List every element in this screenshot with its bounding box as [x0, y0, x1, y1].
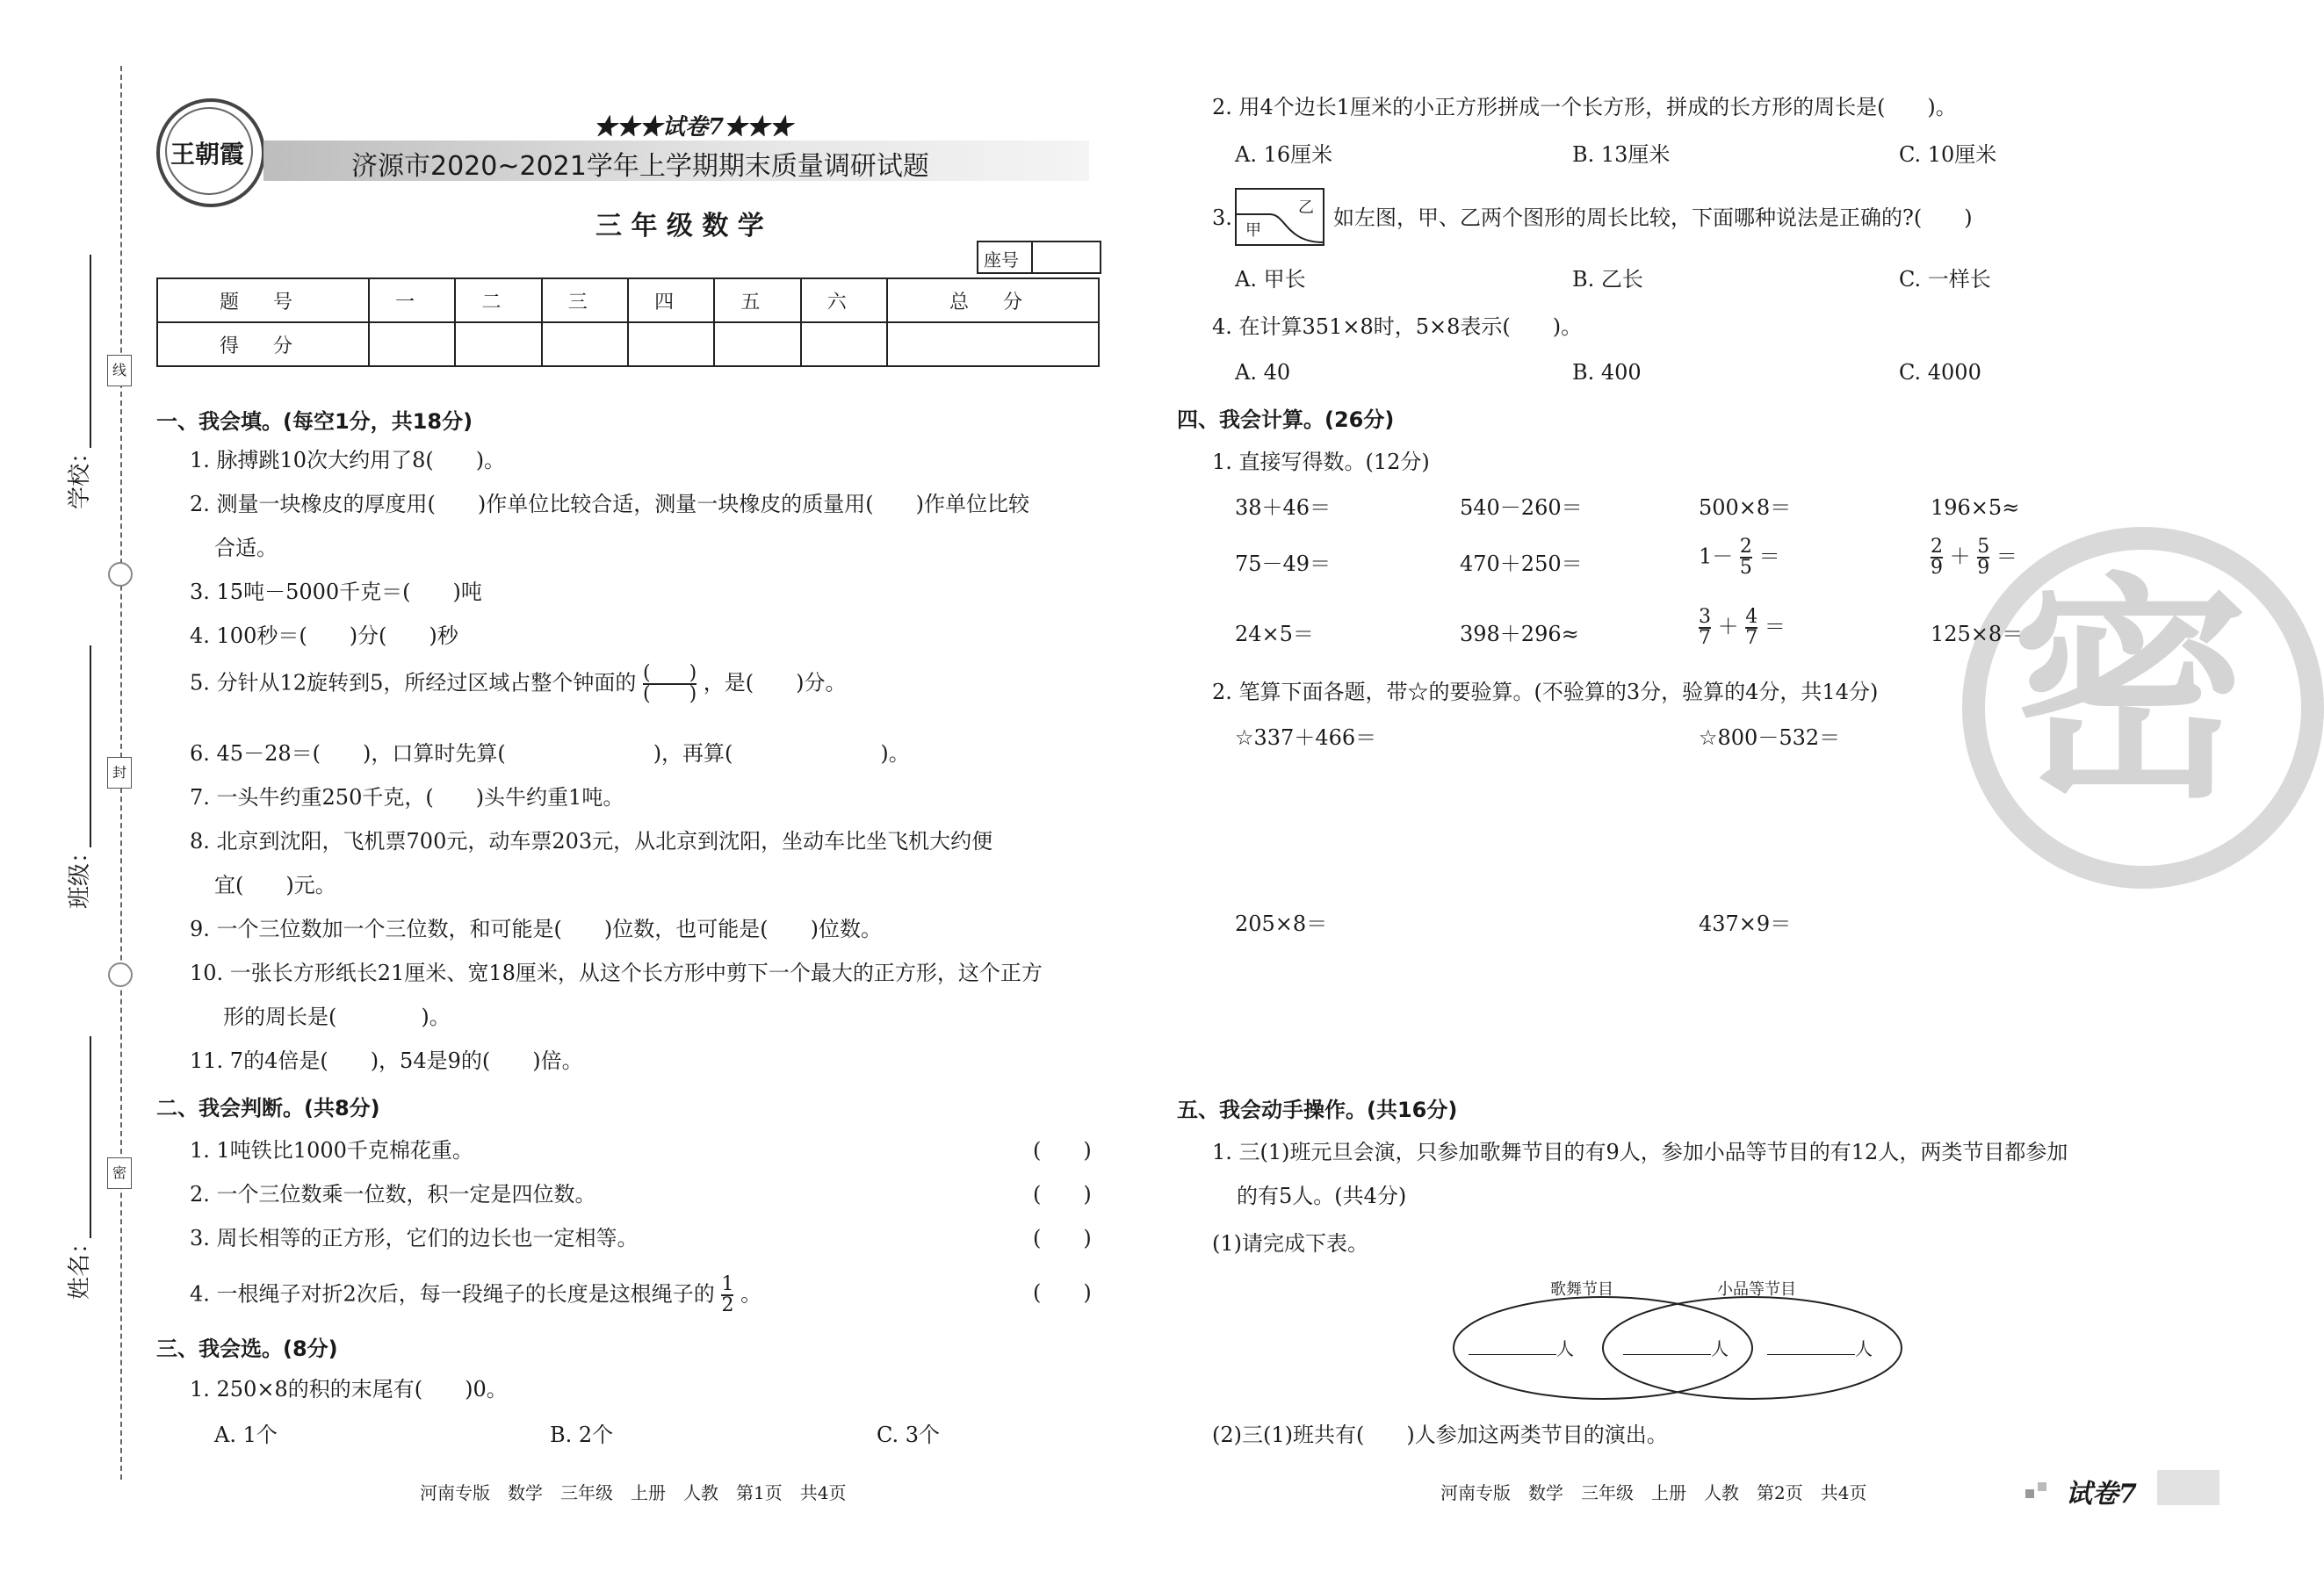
- score-cell[interactable]: [801, 322, 887, 366]
- venn-blank-skit-only[interactable]: 人: [1767, 1335, 1873, 1360]
- oral-calc: 500×8＝: [1699, 495, 1792, 520]
- s1-q1: 1. 脉搏跳10次大约用了8( )。: [190, 448, 506, 472]
- section5-title: 五、我会动手操作。(共16分): [1177, 1098, 1458, 1122]
- score-header: 二: [455, 278, 541, 322]
- s3-q2-option-c[interactable]: C. 10厘米: [1899, 142, 1997, 167]
- s3-q1-option-b[interactable]: B. 2个: [550, 1423, 614, 1447]
- score-header: 六: [801, 278, 887, 322]
- oral-calc: 24×5＝: [1235, 622, 1314, 646]
- s2-q1: 1. 1吨铁比1000千克棉花重。: [190, 1138, 473, 1163]
- s4-sub2: 2. 笔算下面各题，带☆的要验算。(不验算的3分，验算的4分，共14分): [1212, 680, 1879, 704]
- binding-mark-feng: 封: [107, 757, 132, 789]
- s1-q6: 6. 45－28＝( )，口算时先算( )，再算( )。: [190, 741, 910, 766]
- s1-q10: 10. 一张长方形纸长21厘米、宽18厘米，从这个长方形中剪下一个最大的正方形，这个正方: [190, 961, 1043, 985]
- class-field[interactable]: [67, 645, 93, 909]
- s3-q1: 1. 250×8的积的末尾有( )0。: [190, 1377, 508, 1402]
- oral-calc: 38＋46＝: [1235, 495, 1332, 520]
- oral-calc: 398＋296≈: [1460, 622, 1579, 646]
- section4-title: 四、我会计算。(26分): [1177, 407, 1395, 432]
- score-cell[interactable]: [628, 322, 714, 366]
- school-field[interactable]: [67, 255, 93, 509]
- written-calc-4[interactable]: 437×9＝: [1699, 912, 1792, 936]
- seat-number-box[interactable]: [977, 241, 1101, 274]
- s1-q2: 2. 测量一块橡皮的厚度用( )作单位比较合适，测量一块橡皮的质量用( )作单位比较: [190, 492, 1029, 516]
- written-calc-3[interactable]: 205×8＝: [1235, 912, 1328, 936]
- judge-answer-2[interactable]: ( ): [1033, 1182, 1092, 1207]
- s3-q2-option-a[interactable]: A. 16厘米: [1235, 142, 1333, 167]
- judge-answer-3[interactable]: ( ): [1033, 1226, 1092, 1250]
- score-cell[interactable]: [455, 322, 541, 366]
- s1-q8: 8. 北京到沈阳，飞机票700元，动车票203元，从北京到沈阳，坐动车比坐飞机大约便: [190, 829, 993, 854]
- binding-ornament-icon: [108, 962, 133, 987]
- s3-q4-option-c[interactable]: C. 4000: [1899, 360, 1981, 385]
- score-cell[interactable]: [369, 322, 455, 366]
- figure-label-jia: 甲: [1245, 221, 1261, 240]
- s1-q5: 5. 分针从12旋转到5，所经过区域占整个钟面的 $\frac{( )}{( )}$ ，是( )分。: [190, 662, 847, 705]
- s3-q2: 2. 用4个边长1厘米的小正方形拼成一个长方形，拼成的长方形的周长是( )。: [1212, 95, 1957, 119]
- venn-label-skit: 小品等节目: [1717, 1280, 1796, 1299]
- perimeter-figure: [1235, 188, 1324, 246]
- s5-q1: 1. 三(1)班元旦会演，只参加歌舞节目的有9人，参加小品等节目的有12人，两类节目都参加: [1212, 1140, 2068, 1164]
- s4-sub1: 1. 直接写得数。(12分): [1212, 450, 1430, 474]
- oral-calc-fraction: $\frac{2}{9}$ ＋ $\frac{5}{9}$ ＝: [1931, 536, 2017, 579]
- secret-watermark: 密: [1962, 527, 2296, 861]
- s2-q3: 3. 周长相等的正方形，它们的边长也一定相等。: [190, 1226, 639, 1250]
- section1-title: 一、我会填。(每空1分，共18分): [156, 409, 473, 434]
- score-header: 一: [369, 278, 455, 322]
- oral-calc: 470＋250＝: [1460, 551, 1583, 576]
- s1-q7: 7. 一头牛约重250千克，( )头牛约重1吨。: [190, 785, 624, 810]
- name-label: 姓名：: [67, 1230, 93, 1300]
- fraction-blank[interactable]: $\frac{( )}{( )}$: [642, 662, 697, 705]
- section2-title: 二、我会判断。(共8分): [156, 1096, 380, 1121]
- judge-answer-1[interactable]: ( ): [1033, 1138, 1092, 1163]
- score-header: 总 分: [887, 278, 1099, 322]
- figure-label-yi: 乙: [1298, 198, 1314, 217]
- s3-q4-option-a[interactable]: A. 40: [1235, 360, 1291, 385]
- s1-q3: 3. 15吨－5000千克＝( )吨: [190, 580, 482, 604]
- score-row-label: 得 分: [157, 322, 369, 366]
- footer-page2: 河南专版 数学 三年级 上册 人教 第2页 共4页: [1440, 1482, 1867, 1503]
- name-field[interactable]: [67, 1036, 93, 1300]
- s1-q9: 9. 一个三位数加一个三位数，和可能是( )位数，也可能是( )位数。: [190, 917, 882, 941]
- s3-q3-option-c[interactable]: C. 一样长: [1899, 267, 1991, 292]
- score-cell[interactable]: [887, 322, 1099, 366]
- written-calc-1[interactable]: ☆337＋466＝: [1235, 725, 1377, 750]
- venn-blank-both[interactable]: 人: [1623, 1335, 1729, 1360]
- score-header: 三: [542, 278, 628, 322]
- score-header: 题 号: [157, 278, 369, 322]
- s1-q10-cont: 形的周长是( )。: [223, 1005, 451, 1029]
- binding-ornament-icon: [108, 562, 133, 587]
- s1-q4: 4. 100秒＝( )分( )秒: [190, 623, 458, 648]
- series-label: ★★★试卷7★★★: [594, 114, 793, 141]
- exam-title: 济源市2020~2021学年上学期期末质量调研试题: [351, 151, 929, 182]
- s3-q3-number: 3.: [1212, 205, 1232, 230]
- publisher-logo: 王朝霞: [156, 98, 263, 205]
- seat-label: 座号: [984, 249, 1019, 270]
- s2-q4: 4. 一根绳子对折2次后，每一段绳子的长度是这根绳子的 $\frac{1}{2}$ 。: [190, 1273, 762, 1316]
- s5-q1-part2: (2)三(1)班共有( )人参加这两类节目的演出。: [1212, 1423, 1668, 1447]
- footer-page1: 河南专版 数学 三年级 上册 人教 第1页 共4页: [420, 1482, 847, 1503]
- s1-q11: 11. 7的4倍是( )，54是9的( )倍。: [190, 1049, 583, 1073]
- score-cell[interactable]: [542, 322, 628, 366]
- s3-q3-option-b[interactable]: B. 乙长: [1572, 267, 1643, 292]
- s2-q2: 2. 一个三位数乘一位数，积一定是四位数。: [190, 1182, 596, 1207]
- oral-calc: 540－260＝: [1460, 495, 1583, 520]
- score-header: 四: [628, 278, 714, 322]
- s3-q4-option-b[interactable]: B. 400: [1572, 360, 1642, 385]
- venn-blank-dance-only[interactable]: 人: [1469, 1335, 1574, 1360]
- s3-q4: 4. 在计算351×8时，5×8表示( )。: [1212, 314, 1583, 339]
- binding-mark-xian: 线: [107, 355, 132, 386]
- subject-title: 三 年 级 数 学: [595, 211, 764, 241]
- venn-label-dance: 歌舞节目: [1550, 1280, 1613, 1299]
- oral-calc-fraction: $\frac{3}{7}$ ＋ $\frac{4}{7}$ ＝: [1699, 606, 1786, 649]
- s1-q2-cont: 合适。: [214, 536, 278, 560]
- score-header: 五: [714, 278, 800, 322]
- oral-calc-fraction: 1－ $\frac{2}{5}$ ＝: [1699, 536, 1780, 579]
- footer-tag: 试卷7: [2025, 1470, 2219, 1505]
- venn-diagram: [1449, 1273, 1906, 1405]
- s3-q2-option-b[interactable]: B. 13厘米: [1572, 142, 1671, 167]
- s1-q8-cont: 宜( )元。: [214, 873, 336, 897]
- s3-q3-option-a[interactable]: A. 甲长: [1235, 267, 1306, 292]
- section3-title: 三、我会选。(8分): [156, 1337, 338, 1361]
- s3-q1-option-c[interactable]: C. 3个: [877, 1423, 941, 1447]
- written-calc-2[interactable]: ☆800－532＝: [1699, 725, 1841, 750]
- s5-q1-part1: (1)请完成下表。: [1212, 1231, 1368, 1256]
- oral-calc: 196×5≈: [1931, 495, 2020, 520]
- oral-calc: 75－49＝: [1235, 551, 1332, 576]
- s3-q1-option-a[interactable]: A. 1个: [214, 1423, 278, 1447]
- score-table: [156, 277, 1100, 367]
- s5-q1-cont: 的有5人。(共4分): [1237, 1184, 1407, 1208]
- score-cell[interactable]: [714, 322, 800, 366]
- binding-mark-mi: 密: [107, 1157, 132, 1189]
- school-label: 学校：: [67, 440, 93, 509]
- s3-q3: 如左图，甲、乙两个图形的周长比较，下面哪种说法是正确的?( ): [1333, 205, 1973, 230]
- oral-calc: 125×8＝: [1931, 622, 2024, 646]
- class-label: 班级：: [67, 840, 93, 909]
- judge-answer-4[interactable]: ( ): [1033, 1280, 1092, 1305]
